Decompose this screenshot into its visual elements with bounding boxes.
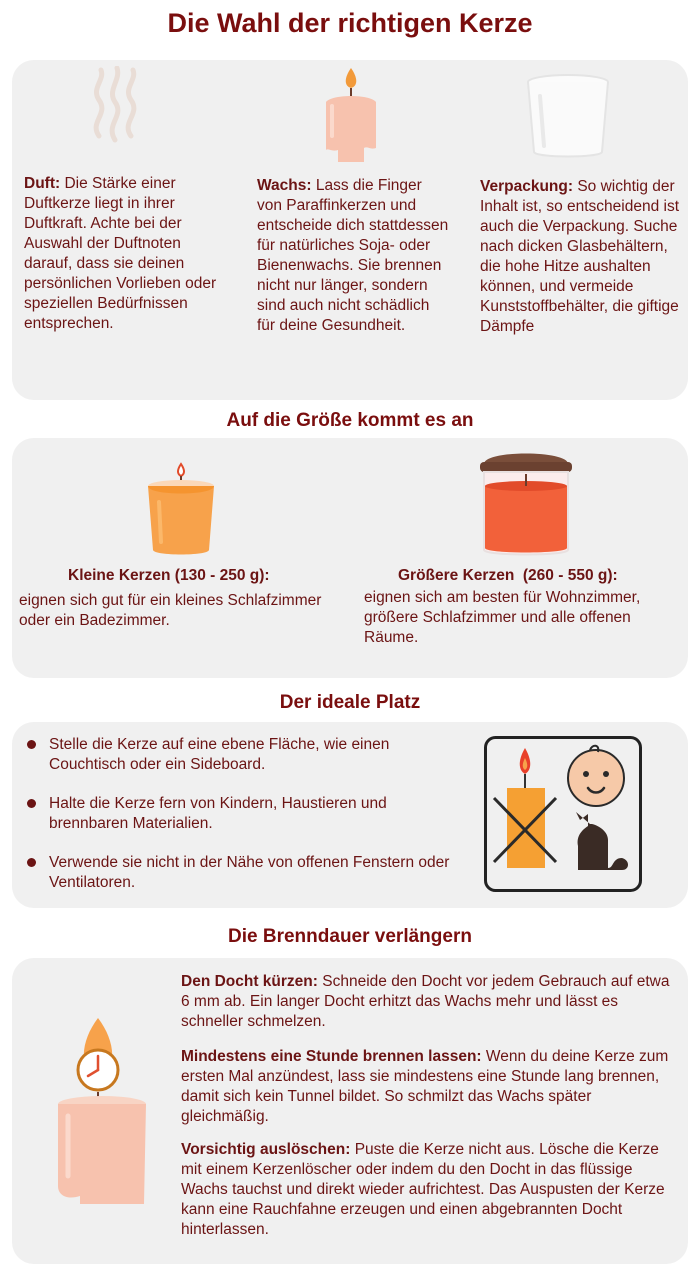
section-burntime-heading: Die Brenndauer verlängern xyxy=(228,926,472,947)
packaging-text xyxy=(480,177,680,337)
extinguish-text xyxy=(181,1140,676,1240)
extinguish-description: Puste die Kerze nicht aus. Lösche die Kerze mit einem Kerzenlöscher oder indem du den Docht in das flüssige Wachs tauchst und direkt wieder aufrichtest. Das Auspusten der Kerze kann eine Rauchfahne erzeugen und einen abgebrannten Docht hinterlassen. xyxy=(181,1141,665,1238)
wax-text xyxy=(257,176,449,336)
trim-wick-description: Schneide den Docht vor jedem Gebrauch auf etwa 6 mm ab. Ein langer Docht erhitzt das Wachs mehr und lässt es schneller schmelzen. xyxy=(181,973,670,1030)
large-candle-text: eignen sich am besten für Wohnzimmer, größere Schlafzimmer und alle offenen Räume. xyxy=(364,589,641,646)
bullet-dot xyxy=(27,740,36,749)
burn-hour-label: Mindestens eine Stunde brennen lassen: xyxy=(181,1048,482,1065)
scent-text xyxy=(24,174,219,334)
section-place-heading: Der ideale Platz xyxy=(279,692,421,713)
small-candle-icon xyxy=(145,462,217,558)
trim-wick-text xyxy=(181,972,676,1032)
candle-clock-icon xyxy=(54,1016,150,1208)
candle-icon xyxy=(318,66,384,164)
place-bullet-2: Halte die Kerze fern von Kindern, Haustieren und brennbaren Materialien. xyxy=(49,795,387,832)
small-candle-text: eignen sich gut für ein kleines Schlafzimmer oder ein Badezimmer. xyxy=(19,592,322,629)
glass-jar-icon xyxy=(522,72,614,164)
scent-label: Duft: xyxy=(24,175,61,192)
trim-wick-label: Den Docht kürzen: xyxy=(181,973,318,990)
bullet-dot xyxy=(27,858,36,867)
large-candle-jar-icon xyxy=(476,446,576,558)
large-candle-label: Größere Kerzen (260 - 550 g): xyxy=(398,567,618,584)
extinguish-label: Vorsichtig auslöschen: xyxy=(181,1141,351,1158)
section-size-heading: Auf die Größe kommt es an xyxy=(226,410,474,431)
packaging-description: So wichtig der Inhalt ist, so entscheidend ist auch die Verpackung. Suche nach dicken Glasbehältern, die hohe Hitze aushalten können, und vermeide Kunststoffbehälter, die giftige Dämpfe xyxy=(480,178,680,335)
page-title: Die Wahl der richtigen Kerze xyxy=(167,8,533,38)
place-bullet-1: Stelle die Kerze auf eine ebene Fläche, wie einen Couchtisch oder ein Sideboard. xyxy=(49,736,390,773)
scent-description: Die Stärke einer Duftkerze liegt in ihrer Duftkraft. Achte bei der Auswahl der Duftnoten darauf, dass sie deinen persönlichen Vorlieben oder speziellen Bedürfnissen entsprechen. xyxy=(24,175,217,332)
small-candle-label: Kleine Kerzen (130 - 250 g): xyxy=(68,567,270,584)
burn-hour-description: Wenn du deine Kerze zum ersten Mal anzündest, lass sie mindestens eine Stunde lang brennen, damit sich kein Tunnel bildet. So schmilzt das Wachs später gleichmäßig. xyxy=(181,1048,669,1125)
wax-description: Lass die Finger von Paraffinkerzen und entscheide dich stattdessen für natürliches Soja- oder Bienenwachs. Sie brennen nicht nur länger, sondern sind auch nicht schädlich für deine Gesundheit. xyxy=(257,177,449,334)
place-bullet-3: Verwende sie nicht in der Nähe von offenen Fenstern oder Ventilatoren. xyxy=(49,854,450,891)
bullet-dot xyxy=(27,799,36,808)
no-candle-near-child-pet-icon xyxy=(484,736,642,892)
steam-icon xyxy=(85,66,145,146)
burn-hour-text xyxy=(181,1047,676,1127)
packaging-label: Verpackung: xyxy=(480,178,574,195)
wax-label: Wachs: xyxy=(257,177,312,194)
